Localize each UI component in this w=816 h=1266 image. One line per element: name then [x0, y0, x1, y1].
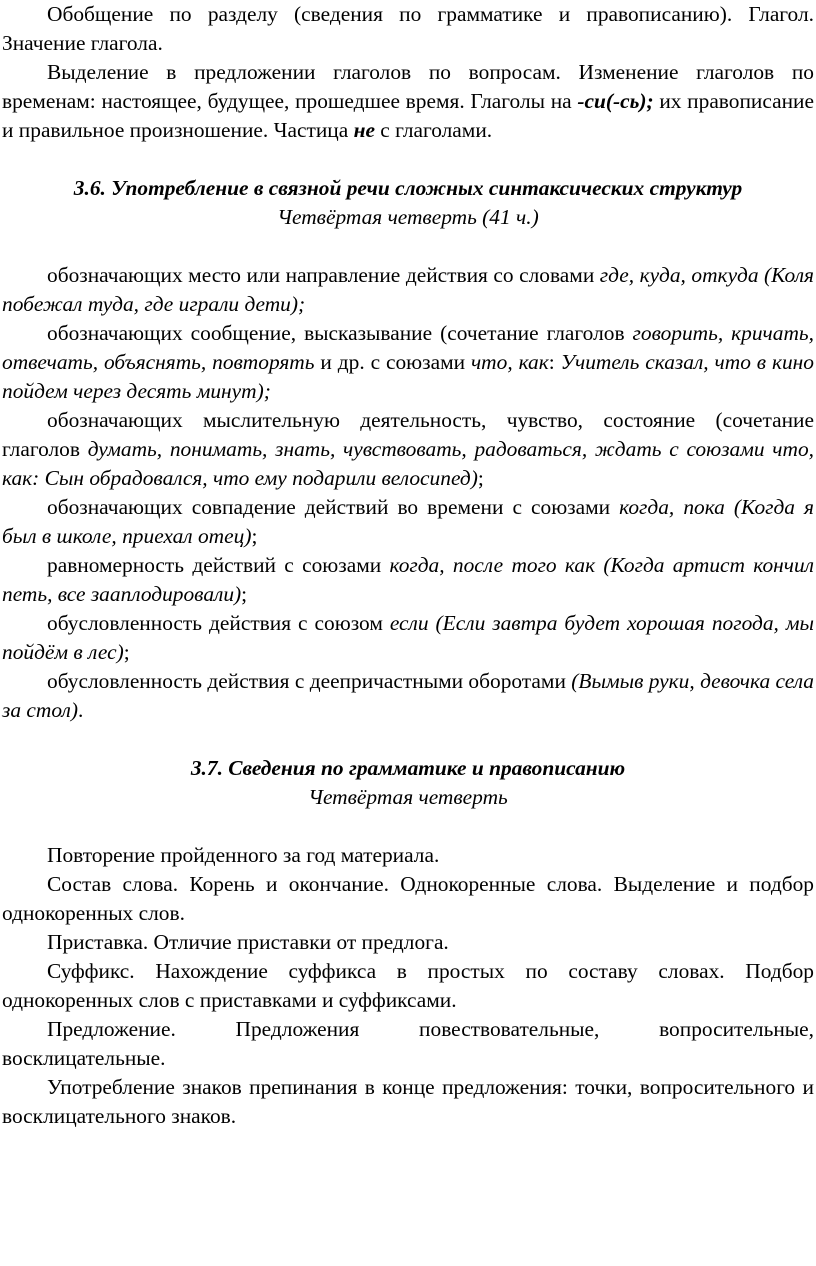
text-run: обозначающих мыслительную деятельность, чувство, состояние (сочетание глаголов: [2, 408, 814, 461]
example-text: что, как: [470, 350, 549, 374]
list-item: [2, 261, 814, 319]
paragraph: Состав слова. Корень и окончание. Однокоренные слова. Выделение и подбор однокоренных слов.: [2, 872, 814, 925]
list-item: [2, 319, 814, 406]
paragraph-verb-tenses: [2, 58, 814, 145]
emphasis-particle: не: [353, 118, 375, 142]
paragraph: Суффикс. Нахождение суффикса в простых по составу словах. Подбор однокоренных слов с приставками и суффиксами.: [2, 959, 814, 1012]
example-text: где, куда, откуда (Коля побежал туда, где играли дети);: [2, 263, 814, 316]
section-heading-3-6: 3.6. Употребление в связной речи сложных синтаксических структур: [73, 176, 743, 200]
text-run: .: [77, 698, 84, 722]
text-run: обозначающих совпадение действий во времени с союзами: [47, 495, 620, 519]
text-run: ;: [477, 466, 484, 490]
section-subheading-3-6: Четвёртая четверть (41 ч.): [277, 205, 539, 229]
text-run: ;: [241, 582, 248, 606]
emphasis-suffix: -си(-сь);: [577, 89, 654, 113]
section-heading-3-7: 3.7. Сведения по грамматике и правописанию: [190, 756, 626, 780]
list-item: [2, 609, 814, 667]
spacer: [2, 232, 814, 261]
spacer: [2, 812, 814, 841]
text-run: обусловленность действия с союзом: [47, 611, 390, 635]
paragraph-verb-summary: Обобщение по разделу (сведения по грамматике и правописанию). Глагол. Значение глагола.: [2, 2, 814, 55]
list-item: [2, 493, 814, 551]
paragraph: Предложение. Предложения повествовательные, вопросительные, восклицательные.: [2, 1017, 814, 1070]
text-run: и др. с союзами: [314, 350, 471, 374]
paragraph: Повторение пройденного за год материала.: [47, 843, 440, 867]
spacer: [2, 145, 814, 174]
text-run: обусловленность действия с деепричастными оборотами: [47, 669, 572, 693]
paragraph: Употребление знаков препинания в конце предложения: точки, вопросительного и восклицательного знаков.: [2, 1075, 814, 1128]
text-run: ;: [251, 524, 258, 548]
example-text: (Вымыв руки, девочка села за стол): [2, 669, 814, 722]
paragraph: Приставка. Отличие приставки от предлога.: [47, 930, 449, 954]
example-text: когда, пока (Когда я был в школе, приехал отец): [2, 495, 815, 548]
section-subheading-3-7: Четвёртая четверть: [308, 785, 508, 809]
example-text: говорить, кричать, отвечать, объяснять, повторять: [2, 321, 814, 374]
text-run: обозначающих сообщение, высказывание (сочетание глаголов: [47, 321, 633, 345]
text-run: с глаголами.: [374, 118, 493, 142]
list-item: [2, 667, 814, 725]
list-item: [2, 551, 814, 609]
text-run: обозначающих место или направление действия со словами: [47, 263, 600, 287]
text-run: Выделение в предложении глаголов по вопросам. Изменение глаголов по временам: настоящее, будущее, прошедшее время. Глаголы на: [2, 60, 814, 113]
spacer: [2, 725, 814, 754]
text-run: равномерность действий с союзами: [47, 553, 390, 577]
example-text: когда, после того как (Когда артист кончил петь, все зааплодировали): [2, 553, 815, 606]
example-text: если (Если завтра будет хорошая погода, мы пойдём в лес): [2, 611, 814, 664]
text-run: ;: [123, 640, 130, 664]
example-text: думать, понимать, знать, чувствовать, радоваться, ждать с союзами что, как: Сын обрадовался, что ему подарили велосипед): [2, 437, 814, 490]
example-text: Учитель сказал, что в кино пойдем через десять минут);: [2, 350, 814, 403]
text-run: :: [548, 350, 561, 374]
text-run: их правописание и правильное произношение. Частица: [2, 89, 814, 142]
list-item: [2, 406, 814, 493]
